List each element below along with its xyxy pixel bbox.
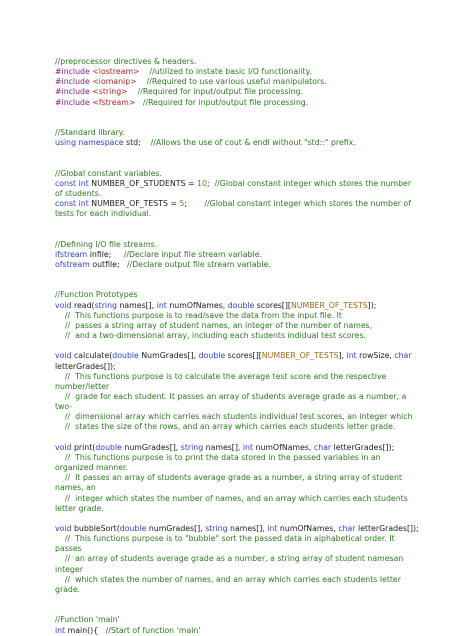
blank-line — [55, 118, 434, 128]
code-text — [55, 321, 65, 330]
code-line — [55, 544, 434, 554]
keyword-text: int — [267, 524, 278, 534]
code-line — [55, 585, 434, 595]
blank-line — [55, 341, 434, 351]
code-line — [55, 331, 434, 341]
keyword-text: string — [180, 442, 204, 452]
header-text: <iomanip> — [92, 77, 137, 87]
code-text — [55, 575, 65, 584]
comment-text: //Defining I/O file streams. — [55, 239, 158, 249]
code-text: numGrades[], — [146, 524, 206, 534]
comment-text: //Required for input/output file processing. — [142, 97, 309, 107]
code-text: numGrades[], — [121, 442, 181, 452]
code-line — [55, 87, 434, 97]
code-text: ]); — [367, 300, 377, 310]
code-line — [55, 453, 434, 463]
comment-text: // and a two-dimensional array, including each students indidual test scores. — [64, 331, 367, 341]
keyword-text: int — [346, 351, 357, 361]
comment-text: number/letter — [55, 381, 110, 391]
comment-text: // grade for each student. It passes an array of students average grade as a number, a — [64, 392, 407, 402]
code-line — [55, 422, 434, 432]
code-line — [55, 98, 434, 108]
code-text — [55, 412, 65, 421]
code-text — [135, 98, 142, 107]
keyword-text: double — [119, 524, 147, 534]
comment-text: //Function Prototypes — [55, 290, 138, 300]
blank-line — [55, 148, 434, 158]
comment-text: //preprocessor directives & headers. — [55, 57, 197, 66]
header-text: <iostream> — [92, 67, 140, 77]
code-line — [55, 128, 434, 138]
blank-line — [55, 605, 434, 615]
blank-line — [55, 230, 434, 240]
comment-text: names, an — [55, 483, 96, 493]
code-text — [55, 534, 65, 543]
keyword-text: using namespace — [55, 138, 124, 148]
keyword-text: double — [198, 351, 226, 361]
preprocessor-text: #include — [55, 97, 93, 107]
header-text: <fstream> — [92, 97, 136, 107]
code-line — [55, 260, 434, 270]
comment-text: //Declare input file stream variable. — [123, 249, 262, 259]
code-text: names[], — [116, 300, 157, 310]
code-line — [55, 250, 434, 260]
comment-text: //Function 'main' — [55, 615, 120, 625]
code-line — [55, 626, 434, 636]
code-text — [55, 331, 65, 340]
code-text: calculate( — [71, 351, 113, 361]
keyword-text: void — [55, 351, 72, 361]
code-text: read( — [71, 300, 95, 310]
comment-text: //utilized to instate basic I/O functionality. — [149, 67, 312, 77]
blank-line — [55, 433, 434, 443]
code-line — [55, 473, 434, 483]
code-text: rowSize, — [356, 351, 395, 361]
code-line — [55, 463, 434, 473]
code-line — [55, 483, 434, 493]
code-text: scores[][ — [254, 300, 291, 310]
code-text: print( — [71, 442, 96, 452]
blank-line — [55, 219, 434, 229]
code-text: outfile; — [89, 260, 128, 270]
comment-text: //Required to use various useful manipulators. — [146, 77, 327, 87]
code-text: std; — [123, 138, 151, 148]
code-line — [55, 362, 434, 372]
code-text: infile; — [87, 249, 124, 259]
code-line — [55, 311, 434, 321]
code-line — [55, 382, 434, 392]
code-text: numOfNames, — [253, 442, 314, 452]
keyword-text: ifstream — [55, 249, 88, 259]
header-text: <string> — [92, 87, 128, 97]
comment-text: two- — [55, 402, 73, 412]
preprocessor-text: #include — [55, 87, 93, 97]
code-text — [140, 67, 150, 76]
comment-text: //Global constant variables. — [55, 168, 162, 178]
blank-line — [55, 514, 434, 524]
code-line — [55, 209, 434, 219]
comment-text: // This functions purpose is to calculate the average test score and the respective — [64, 371, 387, 381]
keyword-text: char — [313, 442, 332, 452]
code-line — [55, 199, 434, 209]
code-line — [55, 179, 434, 189]
code-text: ; — [206, 178, 215, 188]
comment-text: letter grade. — [55, 503, 104, 513]
keyword-text: void — [55, 524, 72, 534]
code-line — [55, 615, 434, 625]
keyword-text: string — [205, 524, 228, 534]
keyword-text: int — [55, 625, 66, 635]
comment-text: of students. — [55, 188, 102, 198]
keyword-text: double — [95, 442, 122, 452]
comment-text: // states the size of the rows, and an array which carries each students letter grade. — [64, 422, 396, 432]
constant-text: 10 — [197, 178, 207, 188]
keyword-text: int — [156, 300, 167, 310]
blank-line — [55, 108, 434, 118]
keyword-text: double — [227, 300, 255, 310]
code-text: numOfNames, — [277, 524, 339, 534]
code-line — [55, 67, 434, 77]
code-text — [55, 473, 65, 482]
code-text — [55, 392, 65, 401]
code-line — [55, 402, 434, 412]
blank-line — [55, 595, 434, 605]
comment-text: // an array of students average grade as a number, a string array of student namesan — [64, 554, 404, 564]
keyword-text: void — [55, 300, 72, 310]
code-line — [55, 504, 434, 514]
comment-text: tests for each individual. — [55, 209, 152, 219]
code-text — [55, 453, 65, 462]
code-line — [55, 534, 434, 544]
code-text — [55, 554, 65, 563]
code-text: ; — [184, 199, 205, 209]
code-line — [55, 301, 434, 311]
keyword-text: string — [94, 300, 117, 310]
comment-text: // It passes an array of students average grade as a number, a string array of student — [64, 473, 402, 483]
comment-text: // dimensional array which carries each students individual test scores, an integer which — [64, 412, 413, 422]
code-line — [55, 240, 434, 250]
code-text — [55, 372, 65, 381]
code-text: bubbleSort( — [71, 524, 120, 534]
comment-text: // This functions purpose is to print the data stored in the passed variables in an — [64, 452, 381, 462]
comment-text: //Allows the use of cout & endl without "std::" prefix. — [150, 138, 356, 148]
constant-text: 5 — [179, 199, 185, 209]
code-line — [55, 392, 434, 402]
code-line — [55, 565, 434, 575]
keyword-text: const int — [55, 199, 89, 209]
keyword-text: char — [338, 524, 356, 534]
code-text — [137, 77, 147, 86]
code-line — [55, 412, 434, 422]
comment-text: passes — [55, 544, 82, 554]
comment-text: // This functions purpose is to "bubble" sort the passed data in alphabetical order. It — [64, 534, 395, 544]
code-text — [55, 494, 65, 503]
code-text: ], — [338, 351, 347, 361]
code-line — [55, 290, 434, 300]
blank-line — [55, 270, 434, 280]
code-line — [55, 554, 434, 564]
code-line — [55, 321, 434, 331]
code-text: main(){ — [65, 625, 106, 635]
code-text: names[], — [227, 524, 268, 534]
code-text — [55, 311, 65, 320]
code-line — [55, 524, 434, 534]
comment-text: organized manner. — [55, 463, 129, 473]
keyword-text: double — [112, 351, 139, 361]
code-line — [55, 169, 434, 179]
comment-text: // passes a string array of student names, an integer of the number of names, — [64, 320, 373, 330]
code-line — [55, 494, 434, 504]
code-text: NUMBER_OF_STUDENTS = — [88, 178, 198, 188]
code-text: names[], — [203, 442, 243, 452]
code-text: NumGrades[], — [138, 351, 199, 361]
preprocessor-text: #include — [55, 77, 93, 87]
code-text: letterGrades[]); — [331, 442, 395, 452]
comment-text: //Standard library. — [55, 128, 125, 138]
code-text — [55, 422, 65, 431]
code-text: letterGrades[]); — [355, 524, 419, 534]
code-text — [128, 87, 138, 96]
comment-text: //Required for input/output file processing. — [137, 87, 304, 97]
preprocessor-text: #include — [55, 67, 93, 77]
code-line — [55, 57, 434, 67]
blank-line — [55, 159, 434, 169]
comment-text: //Declare output file stream variable. — [127, 260, 271, 270]
comment-text: //Global constant integer which stores the number of — [204, 199, 411, 209]
code-line — [55, 443, 434, 453]
code-text: NUMBER_OF_TESTS = — [88, 199, 180, 209]
keyword-text: void — [55, 442, 72, 452]
keyword-text: char — [394, 351, 412, 361]
code-text: numOfNames, — [166, 300, 228, 310]
code-line — [55, 77, 434, 87]
code-line — [55, 351, 434, 361]
constant-text: NUMBER_OF_TESTS — [290, 300, 368, 310]
comment-text: // which states the number of names, and an array which carries each students letter — [64, 574, 401, 584]
comment-text: grade. — [55, 584, 81, 594]
comment-text: // This functions purpose is to read/save the data from the input file. It — [64, 310, 342, 320]
comment-text: //Start of function 'main' — [105, 625, 201, 635]
code-line — [55, 372, 434, 382]
keyword-text: int — [242, 442, 254, 452]
code-line — [55, 138, 434, 148]
code-text: letterGrades[]); — [55, 361, 116, 371]
code-line — [55, 575, 434, 585]
constant-text: NUMBER_OF_TESTS — [261, 351, 339, 361]
comment-text: integer — [55, 564, 83, 574]
keyword-text: ofstream — [55, 260, 90, 270]
blank-line — [55, 280, 434, 290]
keyword-text: const int — [55, 178, 89, 188]
comment-text: //Global constant integer which stores the number — [214, 178, 412, 188]
code-text: scores[][ — [225, 351, 262, 361]
comment-text: // integer which states the number of names, and an array which carries each students — [64, 493, 408, 503]
code-line — [55, 189, 434, 199]
